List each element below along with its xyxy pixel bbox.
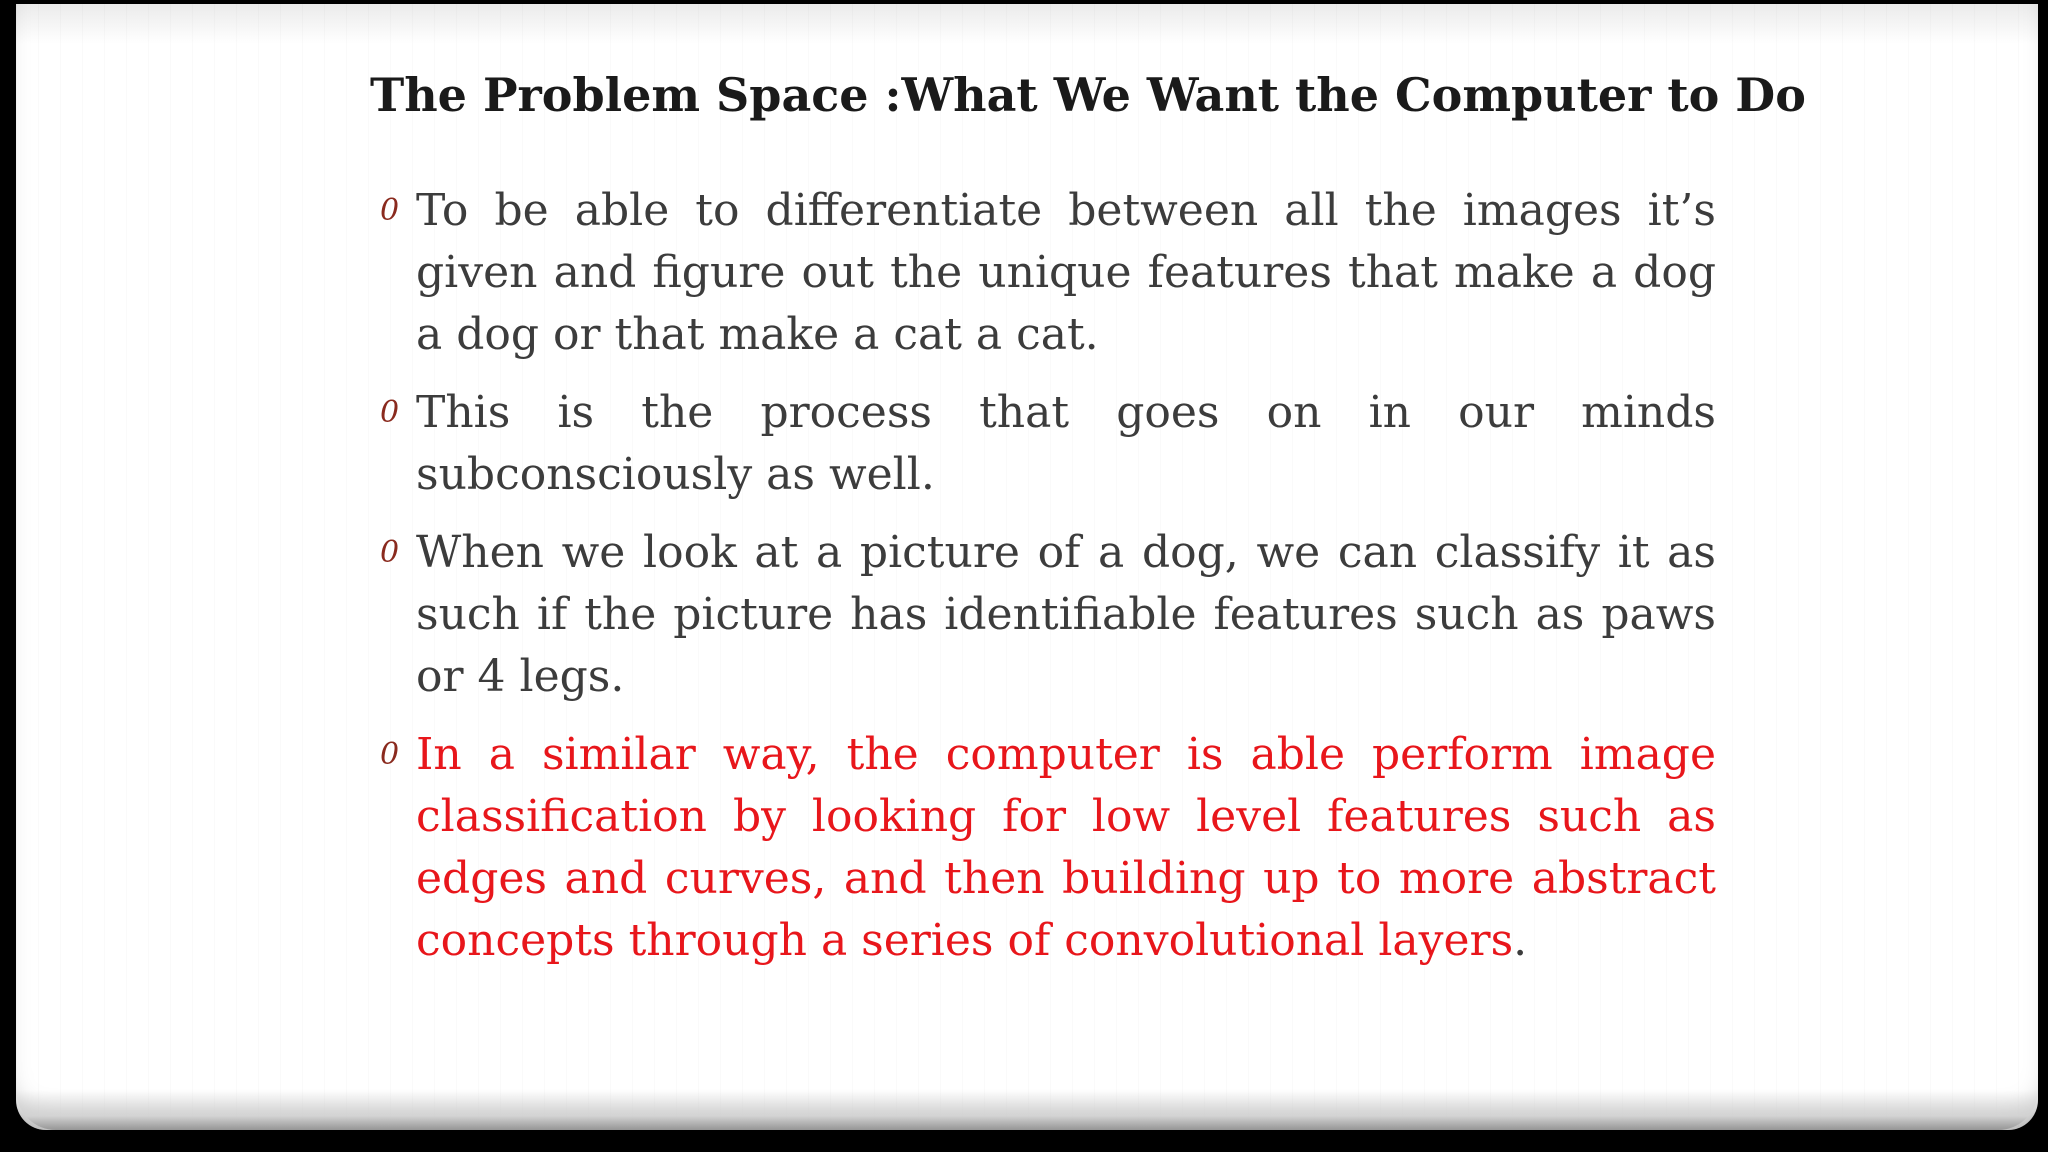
bullet-item-subconscious-process [376,382,1716,506]
bullet-item-differentiate-images [376,180,1716,366]
slide [16,4,2038,1130]
slide-title: The Problem Space :What We Want the Computer to Do [370,68,1806,122]
bullet-item-computer-classification [376,724,1716,972]
bullet-marker-icon: 0 [380,193,400,228]
bullet-text: This is the process that goes on in our minds subconsciously as well. [416,387,1716,500]
bullet-trail: . [1513,915,1528,966]
bullet-marker-icon: 0 [380,395,400,430]
bullet-marker-icon: 0 [380,535,400,570]
bullet-marker-icon: 0 [380,737,400,772]
bullet-list [376,180,1716,988]
bullet-text: When we look at a picture of a dog, we can classify it as such if the picture has identifiable features such as paws or 4 legs. [416,527,1716,702]
bullet-item-classify-dog [376,522,1716,708]
bullet-text: To be able to differentiate between all the images it’s given and figure out the unique features that make a dog a dog or that make a cat a cat. [416,185,1716,360]
bullet-text-highlight: In a similar way, the computer is able perform image classification by looking for low level features such as edges and curves, and then building up to more abstract concepts through a series of convolutional layers [416,729,1716,966]
